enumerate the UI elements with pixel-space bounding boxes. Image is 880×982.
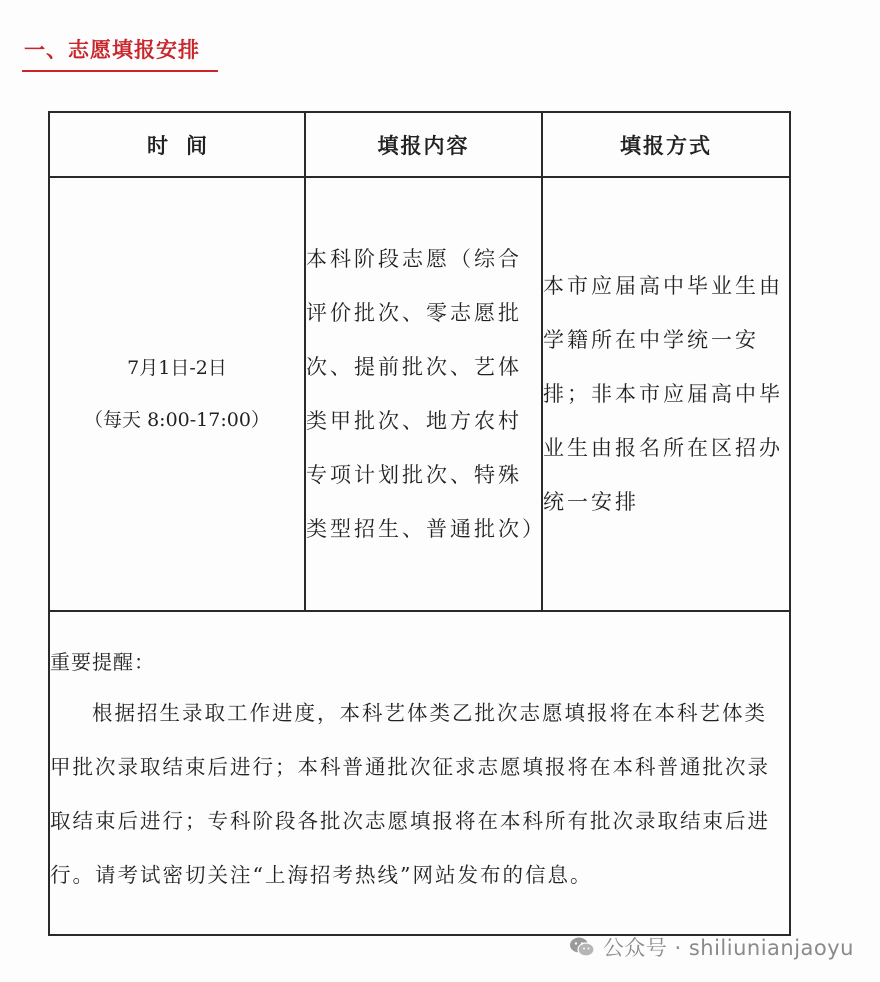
- reminder-cell: [49, 611, 790, 935]
- wechat-icon: [569, 936, 595, 958]
- column-header-time: 时间: [49, 112, 305, 177]
- table-row: [49, 177, 790, 611]
- schedule-hours: （每天 8:00-17:00）: [84, 409, 270, 431]
- time-cell: [49, 177, 305, 611]
- reminder-row: [49, 611, 790, 935]
- watermark: [569, 932, 854, 962]
- watermark-text: 公众号 · shiliunianjaoyu: [602, 936, 854, 960]
- column-header-content: 填报内容: [305, 112, 542, 177]
- reminder-body: 根据招生录取工作进度，本科艺体类乙批次志愿填报将在本科艺体类甲批次录取结束后进行；本科普通批次征求志愿填报将在本科普通批次录取结束后进行；专科阶段各批次志愿填报将在本科所有批次录取结束后进行。请考试密切关注“上海招考热线”网站发布的信息。: [50, 701, 770, 887]
- reminder-title: 重要提醒：: [50, 650, 155, 674]
- schedule-table: [48, 111, 791, 936]
- section-heading: 一、志愿填报安排: [24, 38, 200, 62]
- table-header-row: [49, 112, 790, 177]
- schedule-date: 7月1日-2日: [127, 357, 227, 379]
- method-cell: 本市应届高中毕业生由学籍所在中学统一安排；非本市应届高中毕业生由报名所在区招办统一安排: [542, 177, 790, 611]
- content-cell: 本科阶段志愿（综合评价批次、零志愿批次、提前批次、艺体类甲批次、地方农村专项计划批次、特殊类型招生、普通批次）: [305, 177, 542, 611]
- column-header-method: 填报方式: [542, 112, 790, 177]
- heading-underline: [22, 70, 218, 72]
